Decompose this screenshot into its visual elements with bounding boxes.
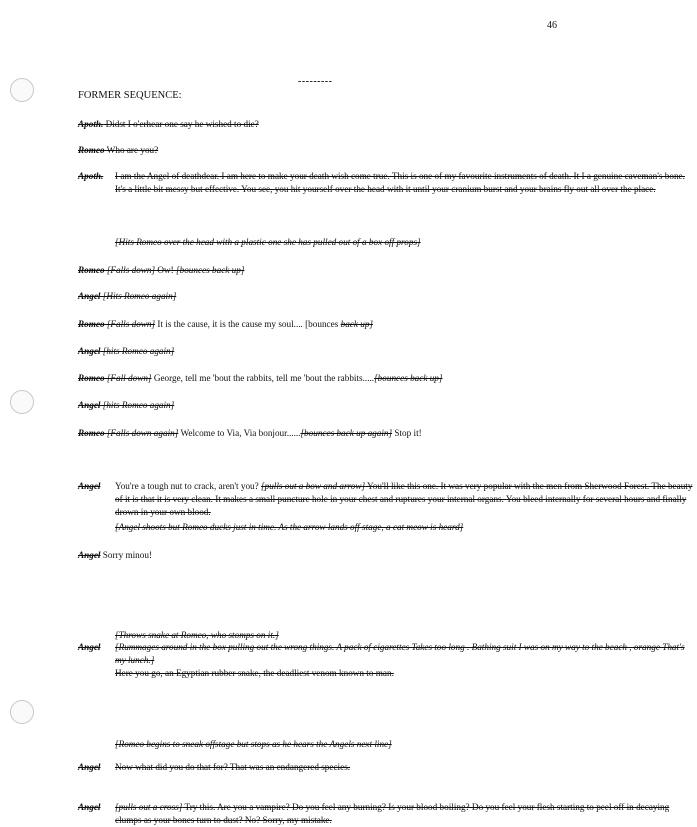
stage-direction: [Hits Romeo over the head with a plastic one she has pulled out of a box off props]: [115, 237, 421, 247]
stage-direction: [pulls out a bow and arrow]: [261, 481, 366, 491]
stage-direction: [Rummages around in the box pulling out the wrong things. A pack of cigarettes Takes too long . Bathing suit I was on my way to the beach , orange That's my lunch.]: [115, 642, 685, 665]
dialogue-text: It is the cause, it is the cause my soul.... [bounces: [155, 319, 341, 329]
script-line: [78, 427, 561, 440]
stage-direction: [Falls down again]: [104, 428, 179, 438]
dialogue-text: Welcome to Via, Via bonjour......: [178, 428, 301, 438]
dialogue-text: Didst I o'erhear one say he wished to die?: [103, 119, 259, 129]
stage-direction: [bounces back up]: [176, 265, 245, 275]
dialogue-text: I am the Angel of deathdear. I am here to make your death wish come true. This is one of my favourite instruments of death. It I a genuine caveman's bone. It's a little bit messy but effective. You see, you hit yourself over the head with it until your cranium burst and your brains fly out all over the place.: [115, 171, 685, 194]
speaker-name: Angel: [78, 346, 101, 356]
speaker-name: Apoth.: [78, 119, 104, 129]
stage-direction: [pulls out a cross]: [115, 802, 183, 812]
speaker-name: Romeo: [78, 265, 105, 275]
speaker-name: Angel: [78, 400, 101, 410]
dialogue-text: Ow!: [155, 265, 177, 275]
script-line: [78, 318, 561, 331]
script-line: [78, 372, 561, 385]
speaker-name: Romeo: [78, 428, 105, 438]
dialogue-text: Stop it!: [392, 428, 422, 438]
script-line: [78, 761, 697, 774]
stage-direction: [Angel shoots but Romeo ducks just in time. As the arrow lands off stage, a cat meow is heard]: [115, 522, 464, 532]
section-separator: ---------: [298, 76, 333, 87]
section-heading: FORMER SEQUENCE:: [78, 90, 182, 101]
stage-direction: [Throws snake at Romeo, who stomps on it.]: [115, 630, 279, 640]
speaker-name: Angel: [78, 642, 101, 652]
stage-direction: [hits Romeo again]: [100, 400, 175, 410]
dialogue-text: George, tell me 'bout the rabbits, tell me 'bout the rabbits.....: [151, 373, 375, 383]
speaker-name: Romeo: [78, 373, 105, 383]
dialogue-text: You're a tough nut to crack, aren't you?: [115, 481, 262, 491]
speaker-name: Angel: [78, 762, 101, 772]
stage-direction: back up]: [340, 319, 373, 329]
script-line: [78, 170, 697, 196]
dialogue-text: You'll like this one. It was very popular with the men from Sherwood Forest. The beauty of it is that it is very clean. It makes a small puncture hole in your chest and ruptures your internal organs. You bleed internally for several hours and finally drown in your own blood.: [115, 481, 693, 517]
punch-hole-top: [10, 78, 34, 102]
script-line: [78, 801, 697, 827]
speaker-name: Romeo: [78, 319, 105, 329]
stage-direction: [Falls down]: [104, 265, 156, 275]
dialogue-text: Now what did you do that for? That was an endangered species.: [115, 762, 351, 772]
punch-hole-bottom: [10, 700, 34, 724]
speaker-name: Angel: [78, 550, 101, 560]
speaker-name: Romeo: [78, 145, 105, 155]
script-line: [78, 290, 561, 303]
dialogue-text: Here you go, an Egyptian rubber snake, the deadliest venom known to man.: [115, 668, 394, 678]
script-line: [78, 399, 561, 412]
stage-direction: [bounces back up again]: [300, 428, 393, 438]
dialogue-text: Try this. Are you a vampire? Do you feel any burning? Is your blood boiling? Do you feel your flesh starting to peel off in decaying clumps as your bones turn to dust? No? Sorry, my mistake.: [115, 802, 670, 825]
stage-direction: [Hits Romeo again]: [100, 291, 177, 301]
speaker-name: Angel: [78, 291, 101, 301]
speaker-name: Angel: [78, 481, 101, 491]
script-line: [78, 264, 561, 277]
speaker-name: Angel: [78, 802, 101, 812]
punch-hole-middle: [10, 390, 34, 414]
speaker-name: Apoth.: [78, 171, 104, 181]
script-line: [78, 118, 561, 131]
script-line: [78, 549, 561, 562]
script-line: [78, 345, 561, 358]
stage-direction: [hits Romeo again]: [100, 346, 175, 356]
page-number: 46: [547, 20, 557, 31]
dialogue-text: Sorry minou!: [100, 550, 153, 560]
stage-direction: [Fall down]: [104, 373, 152, 383]
stage-direction: [Romeo begins to sneak offstage but stops as he hears the Angels next line]: [115, 739, 392, 749]
script-line: [78, 144, 561, 157]
dialogue-text: Who are you?: [104, 145, 159, 155]
stage-direction: [Falls down]: [104, 319, 156, 329]
script-line: [78, 480, 697, 519]
stage-direction: [bounces back up]: [374, 373, 443, 383]
script-line: [78, 641, 697, 680]
